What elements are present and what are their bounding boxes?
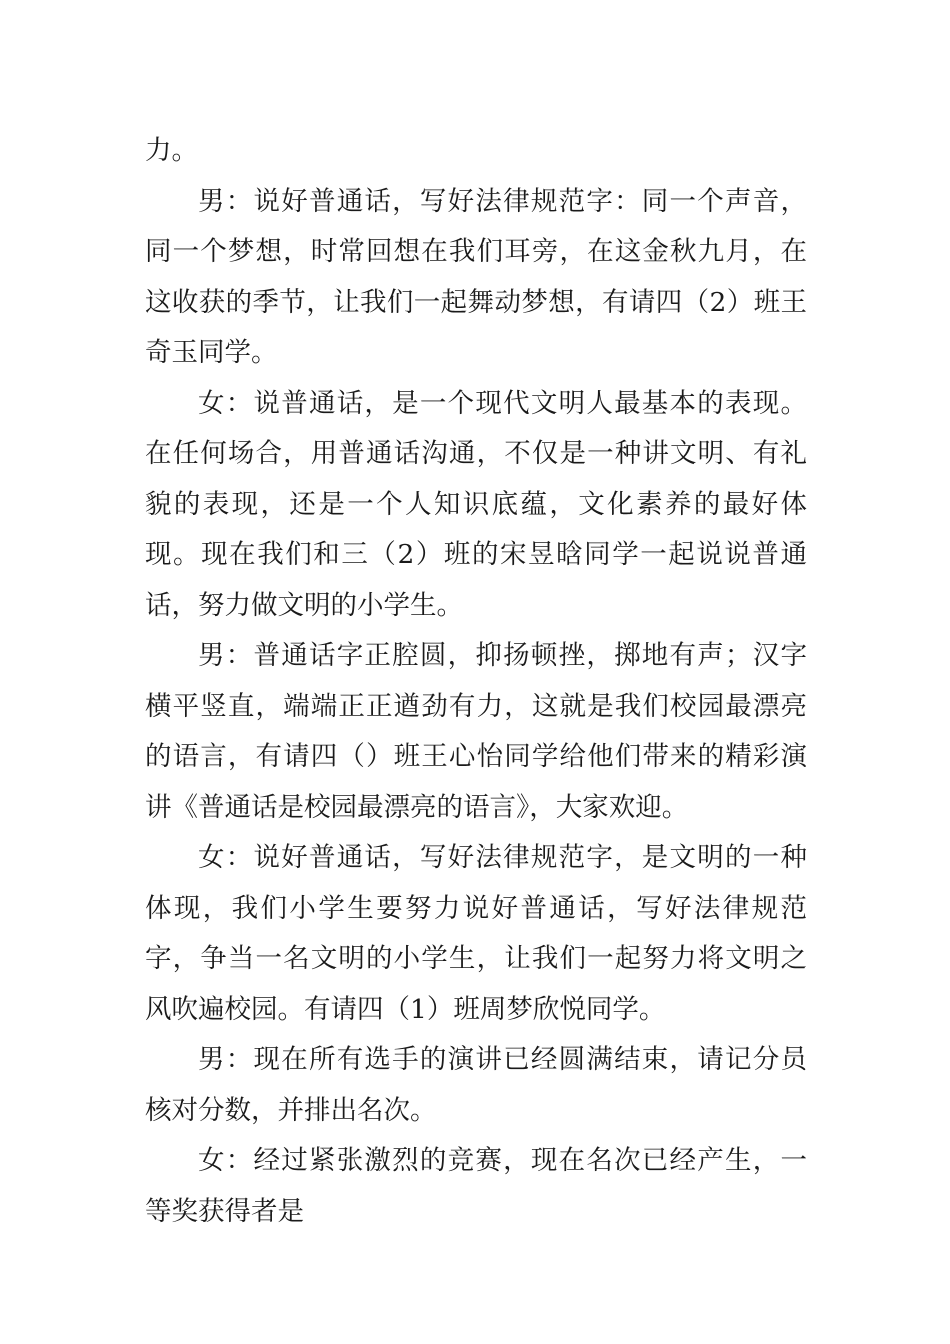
paragraph: 力。 — [145, 135, 198, 166]
paragraph: 男：说好普通话，写好法律规范字：同一个声音，同一个梦想，时常回想在我们耳旁，在这金秋九月，在这收获的季节，让我们一起舞动梦想，有请四（2）班王奇玉同学。 — [145, 185, 807, 368]
paragraph: 女：说好普通话，写好法律规范字，是文明的一种体现，我们小学生要努力说好普通话，写好法律规范字，争当一名文明的小学生，让我们一起努力将文明之风吹遍校园。有请四（1）班周梦欣悦同学。 — [145, 842, 807, 1025]
paragraph: 男：现在所有选手的演讲已经圆满结束，请记分员核对分数，并排出名次。 — [145, 1044, 807, 1126]
paragraph: 男：普通话字正腔圆，抑扬顿挫，掷地有声；汉字横平竖直，端端正正遒劲有力，这就是我们校园最漂亮的语言，有请四（）班王心怡同学给他们带来的精彩演讲《普通话是校园最漂亮的语言》，大家欢迎。 — [145, 640, 807, 823]
paragraph: 女：说普通话，是一个现代文明人最基本的表现。在任何场合，用普通话沟通，不仅是一种讲文明、有礼貌的表现，还是一个人知识底蕴，文化素养的最好体现。现在我们和三（2）班的宋昱晗同学一起说说普通话，努力做文明的小学生。 — [145, 387, 807, 621]
paragraph: 女：经过紧张激烈的竞赛，现在名次已经产生，一等奖获得者是 — [145, 1145, 807, 1227]
document-body — [145, 126, 807, 1237]
